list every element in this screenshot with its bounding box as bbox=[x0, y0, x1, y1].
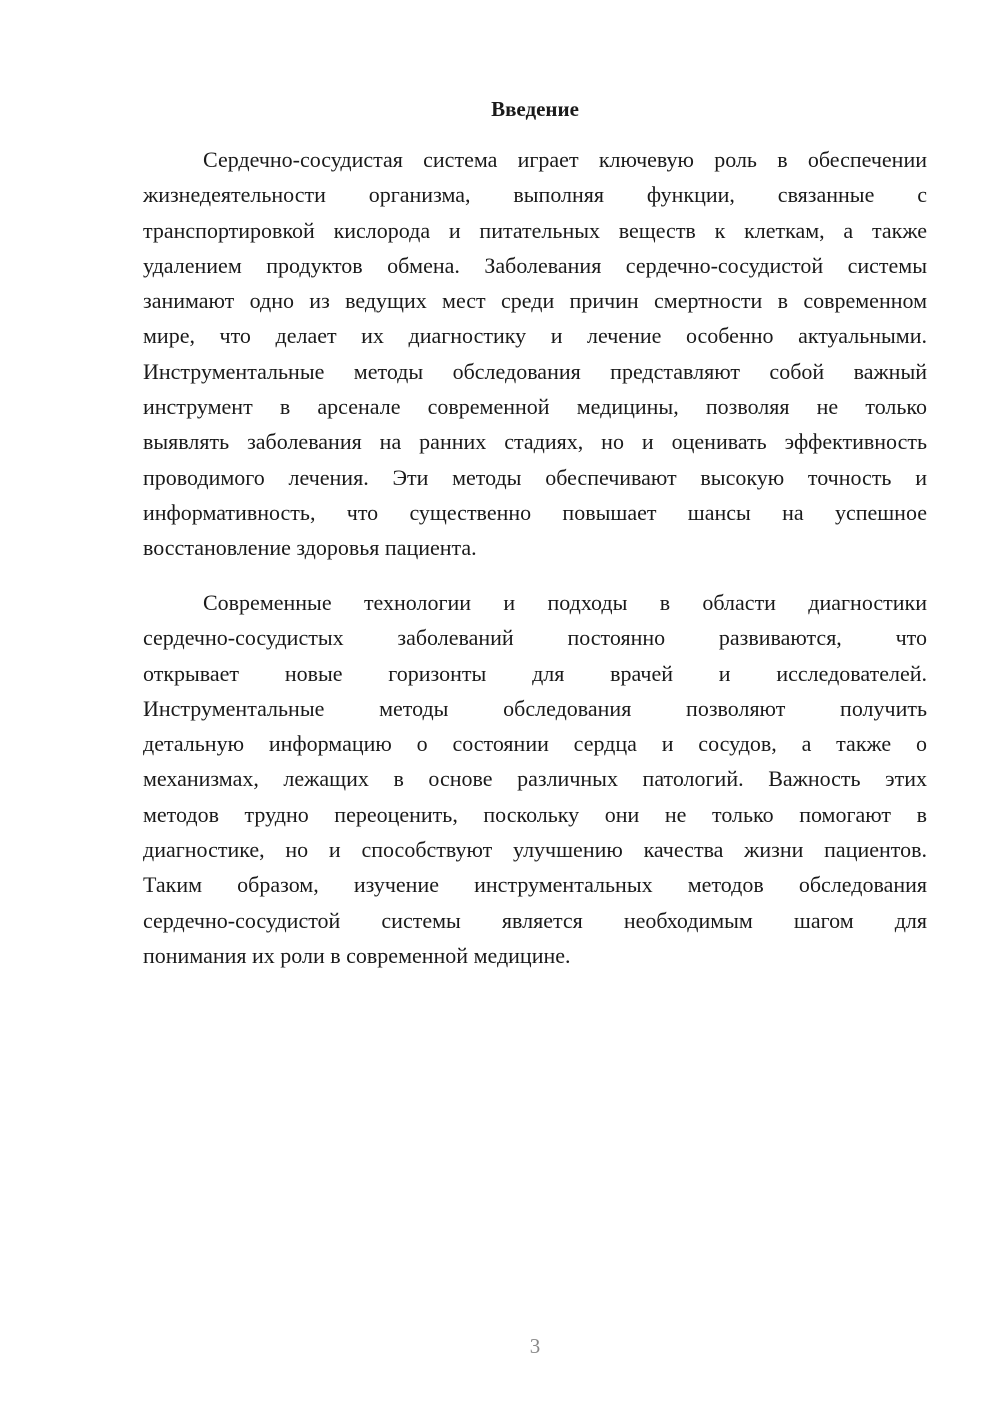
text-line: сердечно-сосудистых заболеваний постоянно развиваются, что bbox=[143, 625, 927, 651]
text-line: детальную информацию о состоянии сердца и сосудов, а также о bbox=[143, 731, 927, 757]
text-line: открывает новые горизонты для врачей и исследователей. bbox=[143, 660, 927, 686]
text-line: Сердечно-сосудистая система играет ключевую роль в обеспечении bbox=[203, 147, 927, 172]
text-line: транспортировкой кислорода и питательных веществ к клеткам, а также bbox=[143, 217, 927, 243]
section-heading: Введение bbox=[491, 97, 579, 121]
text-line: проводимого лечения. Эти методы обеспечивают высокую точность и bbox=[143, 464, 927, 490]
text-line: мире, что делает их диагностику и лечение особенно актуальными. bbox=[143, 323, 927, 349]
paragraph-1 bbox=[143, 142, 927, 566]
text-line: методов трудно переоценить, поскольку они не только помогают в bbox=[143, 801, 927, 827]
text-line: Таким образом, изучение инструментальных методов обследования bbox=[143, 872, 927, 898]
text-line: сердечно-сосудистой системы является необходимым шагом для bbox=[143, 907, 927, 933]
text-line: информативность, что существенно повышает шансы на успешное bbox=[143, 499, 927, 525]
text-line: механизмах, лежащих в основе различных патологий. Важность этих bbox=[143, 766, 927, 792]
text-line: Современные технологии и подходы в области диагностики bbox=[203, 590, 927, 615]
text-line: инструмент в арсенале современной медицины, позволяя не только bbox=[143, 394, 927, 420]
text-line: выявлять заболевания на ранних стадиях, но и оценивать эффективность bbox=[143, 429, 927, 455]
text-line: Инструментальные методы обследования представляют собой важный bbox=[143, 358, 927, 384]
text-line: удалением продуктов обмена. Заболевания сердечно-сосудистой системы bbox=[143, 252, 927, 278]
text-line: занимают одно из ведущих мест среди причин смертности в современном bbox=[143, 288, 927, 314]
text-line: Инструментальные методы обследования позволяют получить bbox=[143, 695, 927, 721]
page-number: 3 bbox=[529, 1334, 541, 1358]
text-line: понимания их роли в современной медицине. bbox=[143, 942, 571, 968]
text-line: жизнедеятельности организма, выполняя функции, связанные с bbox=[143, 182, 927, 208]
text-line: диагностике, но и способствуют улучшению качества жизни пациентов. bbox=[143, 837, 927, 863]
text-line: восстановление здоровья пациента. bbox=[143, 535, 477, 561]
paragraph-2 bbox=[143, 585, 927, 973]
